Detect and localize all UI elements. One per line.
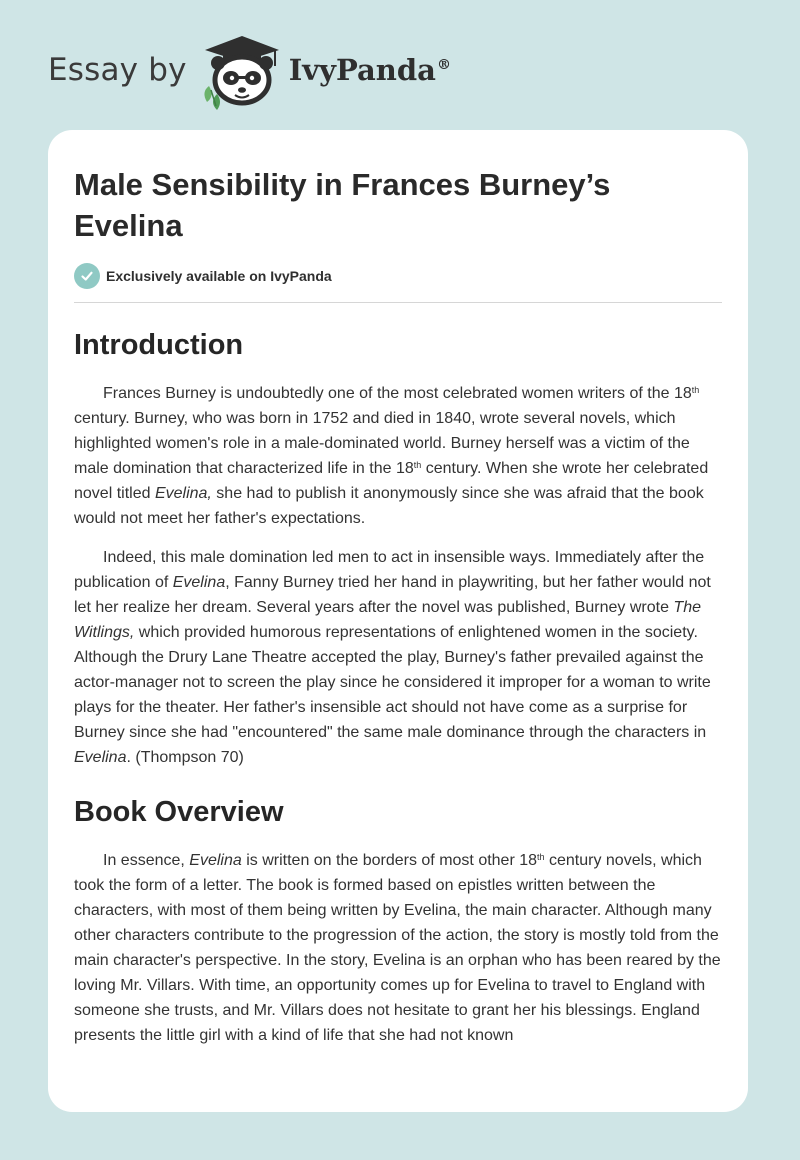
page-title: Male Sensibility in Frances Burney’s Evelina — [74, 167, 611, 243]
paragraph: Indeed, this male domination led men to act in insensible ways. Immediately after the publication of Evelina, Fanny Burney tried her hand in playwriting, but her father would not let her realize her dream. Several years after the novel was published, Burney wrote The Witlings, which provided humorous representations of enlightened women in the society. Although the Drury Lane Theatre accepted the play, Burney's father prevailed against the actor-manager not to screen the play since he considered it improper for a woman to write plays for the theater. Her father's insensible act should not have come as a surprise for Burney since she had "encountered" the same male dominance through the characters in Evelina. (Thompson 70) — [74, 549, 711, 766]
essay-body — [74, 328, 722, 1048]
italic-title: Evelina, — [154, 485, 212, 502]
italic-title: Evelina — [172, 574, 226, 591]
exclusive-badge-label: Exclusively available on IvyPanda — [106, 268, 332, 284]
section-heading: Book Overview — [74, 796, 284, 828]
italic-title: Evelina — [74, 749, 127, 766]
paragraph: Frances Burney is undoubtedly one of the most celebrated women writers of the 18th century. Burney, who was born in 1752 and died in 1840, wrote several novels, which highlighted women's role in a male-dominated world. Burney herself was a victim of the male domination that characterized life in the 18th century. When she wrote her celebrated novel titled Evelina, she had to publish it anonymously since she was afraid that the book would not meet her father's expectations. — [74, 385, 709, 527]
superscript: th — [537, 852, 545, 862]
paragraph: In essence, Evelina is written on the borders of most other 18th century novels, which took the form of a letter. The book is formed based on epistles written between the characters, with most of them being written by Evelina, the main character. Although many other characters contribute to the progression of the action, the story is mostly told from the main character's perspective. In the story, Evelina is an orphan who has been reared by the loving Mr. Villars. With time, an opportunity comes up for Evelina to travel to England with someone she trusts, and Mr. Villars does not hesitate to grant her his blessings. England presents the little girl with a kind of life that she had not known — [74, 852, 721, 1044]
site-header — [48, 30, 451, 110]
essay-by-label: Essay by — [48, 52, 187, 88]
italic-title: The Witlings, — [74, 599, 701, 641]
superscript: th — [691, 385, 700, 395]
exclusive-badge — [74, 263, 722, 289]
italic-title: Evelina — [189, 852, 242, 869]
panda-logo-icon[interactable] — [197, 30, 287, 110]
superscript: th — [413, 460, 422, 470]
check-icon — [74, 263, 100, 289]
ivypanda-wordmark[interactable]: IvyPanda® — [288, 53, 451, 87]
essay-card — [48, 130, 748, 1112]
section-heading: Introduction — [74, 329, 244, 361]
divider — [74, 302, 722, 303]
